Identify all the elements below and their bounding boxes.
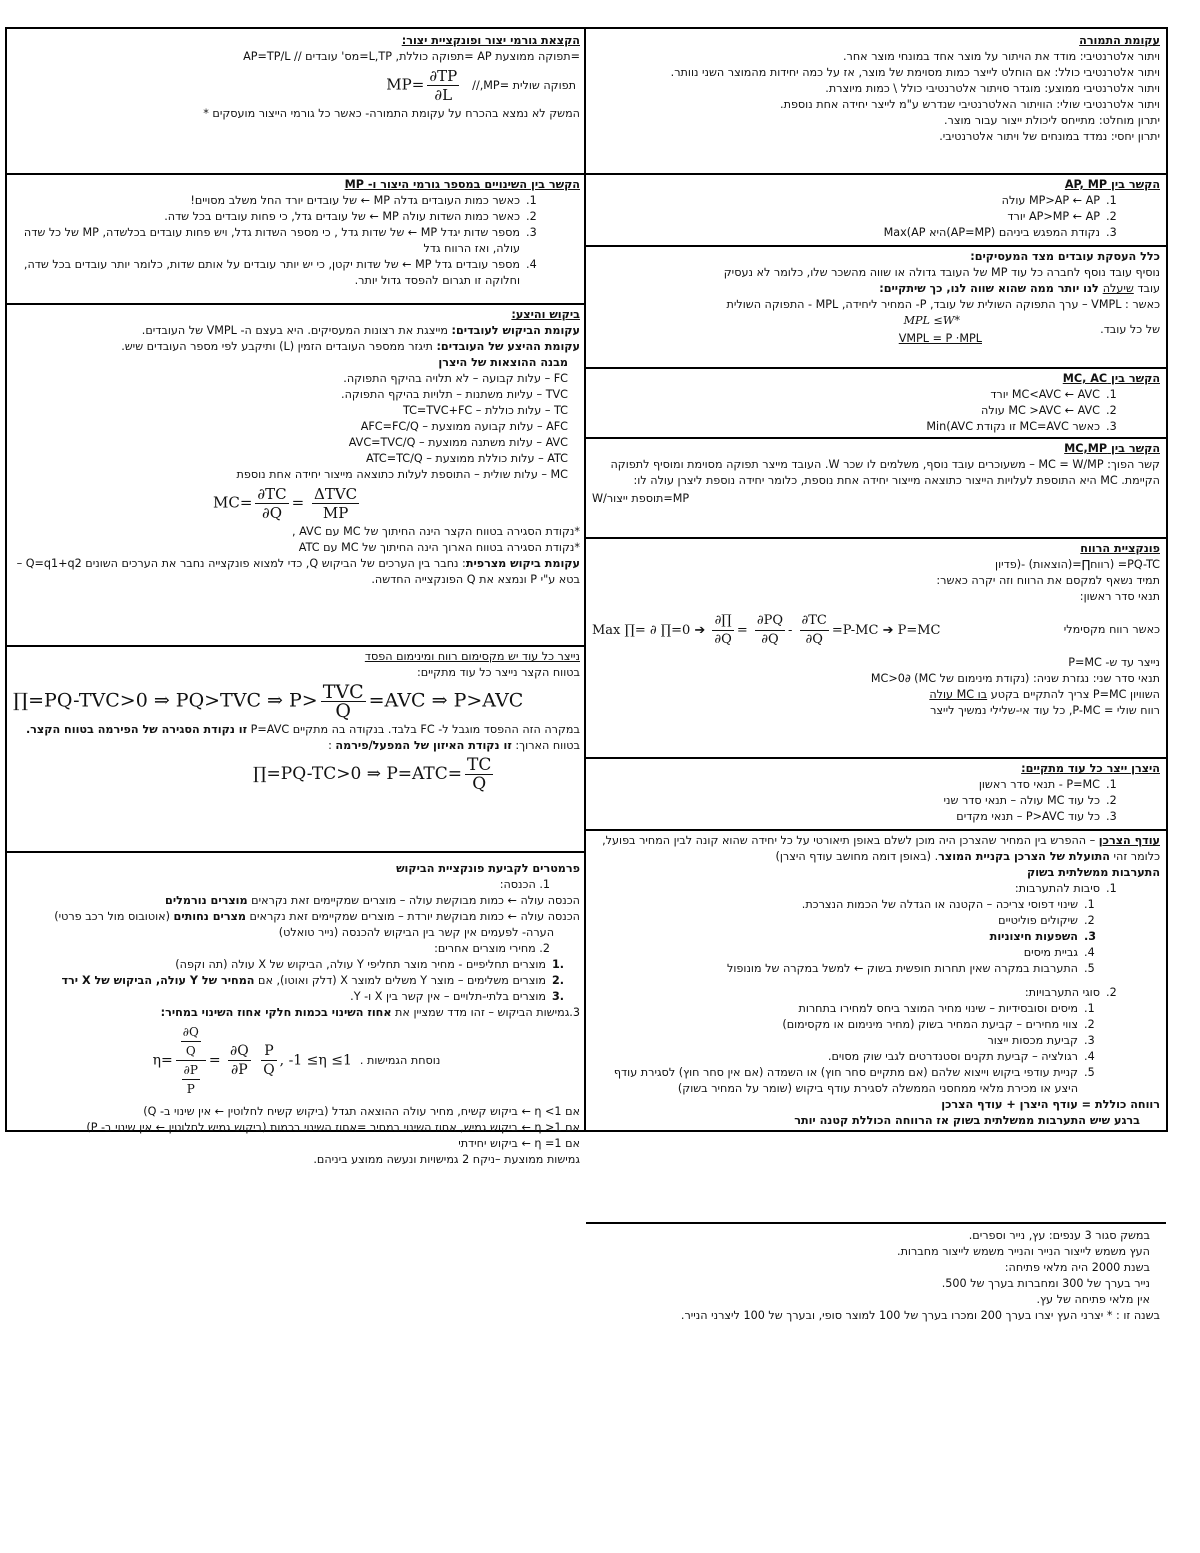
- list-item: 2. כל עוד MC עולה – תנאי סדר שני: [943, 794, 1117, 807]
- text-line: אם η >1 ← ביקוש גמיש, אחוז השינוי במחיר =אחוז השינוי בכמות (ביקוש גמיש לחלוטין ← אין שינוי ב- P): [86, 1121, 580, 1134]
- cheat-sheet: [5, 27, 1168, 1322]
- text-line: יתרון מוחלט: מתייחס ליכולת ייצור עבור מוצר.: [944, 114, 1160, 127]
- list-item: 3. קביעת מכסות ייצור: [987, 1034, 1095, 1047]
- text-line: תפוקה שולית =MP,//: [472, 78, 576, 92]
- mp-formula: MP= $\frac{\partial TP}{\partial L}$: [386, 67, 458, 104]
- left-column: [7, 29, 586, 1166]
- text-line: בטווח הארוך: זו נקודת האיזון של המפעל/פירמה :: [328, 739, 580, 752]
- mc-mp-box: [586, 439, 1166, 539]
- profit-max-formula: Max ∏= ∂ ∏=0 ➔ $\frac{\partial\prod}{\partial Q}$ = $\frac{\partial PQ}{\partial Q}$ - $\frac{\partial TC}{\partial Q}$ =P-MC ➔ P=MC: [592, 612, 941, 647]
- list-item: 3. נקודת המפגש ביניהם (AP=MP)היא Max(AP: [883, 226, 1117, 239]
- section-title: הקשר בין MC, AC: [1062, 372, 1160, 385]
- formula: MPL ≤W*: [903, 314, 960, 327]
- formula: W/תוספת ייצור=MP: [592, 492, 690, 505]
- text-line: עקומת ביקוש מצרפית: נחבר בין הערכים של הביקוש Q, כדי למצוא פונקצייה נחבר את הערכים השונים Q=q1+q2 –בטא ע"י P ונמצא את Q הפונקצייה החדשה.: [16, 557, 580, 586]
- text-line: הערה- לפעמים אין קשר בין הביקוש להכנסה (נייר טואלט): [278, 926, 554, 939]
- list-item: 3. השפעות חיצוניות: [989, 930, 1097, 943]
- list-item: MC – עלות שולית – התוספת לעלות כתוצאה מייצור יחידה אחת נוספת: [236, 468, 568, 481]
- text-line: תמיד נשאף למקסם את הרווח וזה יקרה כאשר:: [936, 574, 1160, 587]
- text-line: נוסיף עובד נוסף לחברה כל עוד MP של העובד גדולה או שווה מהשכר שלו, כלומר לא נעסיק: [723, 266, 1160, 279]
- list-item: 1. P=MC - תנאי סדר ראשון: [978, 778, 1117, 791]
- list-item: 4. גביית מיסים: [1023, 946, 1095, 959]
- text-line: =תפוקה ממוצעת AP =תפוקה כוללת, L,TP=מס' עובדים // AP=TP/L: [243, 50, 580, 63]
- section-title: הקשר בין AP, MP: [1064, 178, 1160, 191]
- text-paragraph: עודף הצרכן – ההפרש בין המחיר שהצרכן היה מוכן לשלם באופן תיאורטי על כל יחידה שהוא קונה לבין המחיר בפועל, כלומר זהי התועלת של הצרכן בקניית המוצר. (באופן דומה מחושב עודף היצרן): [602, 834, 1160, 863]
- text-line: רווחה כוללת = עודף היצרן + עודף הצרכן: [941, 1098, 1160, 1111]
- text-line: עובד שיעלה לנו יותר ממה שהוא שווה לנו, כך שיתקיים:: [879, 282, 1160, 295]
- text-line: אין מלאי פתיחה של עץ.: [1036, 1293, 1150, 1306]
- list-item: .2 מוצרים משלימים – מוצר Y משלים למוצר X (דלק ואוטו), אם המחיר של Y עולה, הביקוש של X ירד: [61, 974, 565, 987]
- text-line: נוסחת הגמישות .: [359, 1053, 441, 1067]
- right-column: [584, 29, 1166, 1322]
- list-item: 2. סוגי התערבויות:: [1024, 986, 1117, 999]
- section-title: עקומת התמורה: [1079, 34, 1160, 47]
- text-line: 2. מחירי מוצרים אחרים:: [434, 942, 550, 955]
- list-item: 1. MC<AVC ← AVC יורד: [990, 388, 1117, 401]
- opportunity-curve-box: [586, 29, 1166, 175]
- text-line: תנאי סדר ראשון:: [1079, 590, 1160, 603]
- mc-ac-box: [586, 369, 1166, 439]
- text-line: עקומת ההיצע של העובדים: תיגזר ממספר העובדים הזמין (L) ותיקבע לפי מספר העובדים שיש.: [121, 340, 580, 353]
- text-paragraph: קשר הפוך: MC = W/MP – משעוכרים עובד נוסף, משלמים לו שכר W. העובד מייצר תפוקה מסוימת ומוסיף לתפוקה הקיימת. MC היא התוספת לעלויות הייצור כתוצאה מייצור יחידה אחת נוספת, כלומר יחידה נוספת ליצרן עולה לו:: [610, 458, 1160, 487]
- text-line: בטווח הקצר נייצר כל עוד מתקיים:: [416, 666, 580, 679]
- list-item: 2. MC >AVC ← AVC עולה: [981, 404, 1117, 417]
- list-item: 1. שינוי דפוסי צריכה – הקטנה או הגדלה של הכמות הנצרכת.: [801, 898, 1095, 911]
- ap-mp-box: [586, 175, 1166, 247]
- profit-function-box: [586, 539, 1166, 759]
- text-line: בשנת 2000 היה מלאי פתיחה:: [1004, 1261, 1150, 1274]
- text-line: כאשר רווח מקסימלי: [1063, 623, 1160, 636]
- factor-change-box: [7, 175, 586, 305]
- list-item: .3 מוצרים בלתי-תלויים – אין קשר בין X ו- Y.: [350, 990, 565, 1003]
- text-line: 3.גמישות הביקוש – זהו מדד שמציין את אחוז השינוי בכמות חלקי אחוז השינוי במחיר:: [160, 1006, 580, 1019]
- section-title: הקצאת גורמי יצור ופונקציית יצור:: [401, 34, 580, 47]
- text-line: במקרה הזה ההפסד מוגבל ל- FC בלבד. בנקודה בה מתקיים P=AVC זו נקודת הסגירה של הפירמה בטווח הקצר.: [25, 723, 580, 736]
- list-item: 1. MP>AP ← AP עולה: [1001, 194, 1117, 207]
- section-title: כלל העסקת עובדים מצד המעסיקים:: [970, 250, 1160, 263]
- text-line: *נקודת הסגירה בטווח הארוך הינה החיתוך של MC עם ATC: [298, 541, 580, 554]
- list-item: 2. כאשר כמות השדות עולה MP ← של עובדים גדל, כי פחות עובדים בכל שדה.: [164, 210, 537, 223]
- text-line: של כל עובד.: [1100, 323, 1160, 336]
- section-title: מבנה ההוצאות של היצרן: [438, 356, 568, 369]
- list-item: TVC – עליות משתנות – תלויות בהיקף התפוקה.: [341, 388, 568, 401]
- text-line: במשק סגור 3 ענפים: עץ, נייר וספרים.: [968, 1229, 1150, 1242]
- produce-condition-box: [586, 759, 1166, 831]
- section-title: פרמטרים לקביעת פונקציית הביקוש: [396, 862, 580, 875]
- text-line: ויתור אלטרנטיבי כולל: אם הוחלט לייצר כמות מסוימת של מוצר, אז על כמה יחידות מהמוצר השני נוותר.: [670, 66, 1160, 79]
- text-line: העץ משמש לייצור הנייר והנייר משמש לייצור מחברות.: [897, 1245, 1150, 1258]
- hiring-rule-box: [586, 247, 1166, 369]
- supply-demand-box: [7, 305, 586, 647]
- short-run-formula: ∏=PQ-TVC>0 ⇒ PQ>TVC ⇒ P> $\frac{\text{TVC}}{Q}$ =AVC ⇒ P>AVC: [13, 681, 524, 722]
- text-line: המשק לא נמצא בהכרח על עקומת התמורה- כאשר כל גורמי הייצור מועסקים *: [203, 107, 580, 120]
- section-title: ביקוש והיצע:: [511, 308, 580, 321]
- list-item: ATC – עלות כוללת ממוצעת – ATC=TC/Q: [365, 452, 568, 465]
- text-line: *נקודת הסגירה בטווח הקצר הינה החיתוך של MC עם AVC ,: [291, 525, 580, 538]
- section-title: נייצר כל עוד יש מקסימום רווח ומינימום הפסד: [364, 650, 580, 663]
- text-line: PQ-TC= (רווח∏=(הוצאות) -(פדיון: [995, 558, 1160, 571]
- list-item: FC – עלות קבועה – לא תלויה בהיקף התפוקה.: [343, 372, 568, 385]
- text-line: ברגע שיש התערבות ממשלתית בשוק אז הרווחה הכוללת קטנה יותר: [794, 1114, 1140, 1127]
- text-line: ויתור אלטרנטיבי ממוצע: מוגדר סויתור אלטרנטיבי כולל \ כמות מיוצרת.: [825, 82, 1160, 95]
- text-line: בשנה זו : * יצרני העץ יצרו בערך 200 ומכרו בערך של 100 למוצר סופי, ובערך של 100 ליצרני הנייר.: [680, 1309, 1160, 1322]
- formula: VMPL = P ·MPL: [898, 332, 982, 345]
- list-item: 3. מספר שדות יגדל MP ← של שדות גדל , כי מספר השדות גדל, ויש פחות עובדים בכלשדה, MP של כל שדה עולה, ואז הרווח גדל: [23, 226, 537, 255]
- section-title: היצרן ייצר כל עוד מתקיים:: [1021, 762, 1160, 775]
- text-line: גמישות ממוצעת –ניקח 2 גמישויות ונעשה ממוצע ביניהם.: [313, 1153, 580, 1166]
- text-line: נייר בערך של 300 ומחברות בערך של 500.: [941, 1277, 1150, 1290]
- list-item: 2. AP>MP ← AP יורד: [1007, 210, 1117, 223]
- list-item: 1. סיבות להתערבות:: [1014, 882, 1117, 895]
- text-line: נייצר עד ש- P=MC: [1068, 656, 1160, 669]
- list-item: 4. מספר עובדים גדל MP ← של שדות יקטן, כי יש יותר עובדים על אותם שדות, כלומר יותר עובדים בכל שדה, וחלוקה זו תגרום להפסד גדול יותר.: [23, 258, 537, 287]
- list-item: 3. כאשר MC=AVC זו נקודת Min(AVC: [926, 420, 1117, 433]
- text-line: הכנסה עולה ← כמות מבוקשת עולה – מוצרים שמקיימים זאת נקראים מוצרים נורמלים: [165, 894, 580, 907]
- shutdown-box: [7, 647, 586, 853]
- text-line: רווח שולי = P-MC, כל עוד אי-שלילי נמשיך לייצר: [930, 704, 1160, 717]
- list-item: 2. שיקולים פוליטיים: [998, 914, 1095, 927]
- surplus-intervention-box: [586, 831, 1166, 1224]
- list-item: 4. רגולציה – קביעת תקנים וסטנדרטים לגבי שוק מסוים.: [827, 1050, 1095, 1063]
- list-item: 2. צווי מחירים – קביעת המחיר בשוק (מחיר מינימום או מקסימום): [782, 1018, 1095, 1031]
- list-item: 1. כאשר כמות העובדים גדלה MP ← של עובדים יורד החל משלב מסויים!: [190, 194, 537, 207]
- section-title: התערבות ממשלתית בשוק: [1026, 866, 1160, 879]
- section-title: פונקציית הרווח: [1080, 542, 1160, 555]
- text-line: ויתור אלטרנטיבי: מודד את הויתור על מוצר אחד במונחי מוצר אחר.: [843, 50, 1160, 63]
- demand-params-box: [7, 853, 586, 1166]
- mc-formula: MC= $\frac{\partial TC}{\partial Q}$ = $\frac{\text{ΔTVC}}{MP}$: [213, 485, 358, 522]
- list-item: AVC – עלות משתנה ממוצעת – AVC=TVC/Q: [348, 436, 568, 449]
- text-line: ויתור אלטרנטיבי שולי: הוויתור האלטרנטיבי שנדרש ע"מ לייצר יחידה אחת נוספת.: [780, 98, 1160, 111]
- list-item: TC – עלות כוללת – TC=TVC+FC: [402, 404, 568, 417]
- text-line: עקומת הביקוש לעובדים: מייצגת את רצונות המעסיקים. היא בעצם ה- VMPL של העובדים.: [141, 324, 580, 337]
- text-line: תנאי סדר שני: נגזרת שניה: (נקודת מינימום של MC) ∂MC>0: [870, 672, 1160, 685]
- text-line: הכנסה עולה ← כמות מבוקשת יורדת – מוצרים שמקיימים זאת נקראים מצרים נחותים (אוטובוס מול רכב פרטי): [54, 910, 580, 923]
- text-line: אם η <1 ← ביקוש קשיח, מחיר עולה ההוצאה תגדל (ביקוש קשיח לחלוטין ← אין שינוי ב- Q): [143, 1105, 580, 1118]
- example-box: [586, 1224, 1166, 1322]
- section-title: הקשר בין השינויים במספר גורמי היצור ו- MP: [344, 178, 580, 191]
- text-line: אם η =1 ← ביקוש יחידתי: [458, 1137, 580, 1150]
- text-line: כאשר : VMPL – ערך התפוקה השולית של עובד, P- המחיר ליחידה, MPL - התפוקה השולית: [726, 298, 1160, 311]
- list-item: 3. כל עוד P>AVC – תנאי מקדים: [956, 810, 1117, 823]
- text-line: יתרון יחסי: נמדד במונחים של ויתור אלטרנטיבי.: [939, 130, 1160, 143]
- list-item: AFC – עלות קבועה ממוצעת – AFC=FC/Q: [360, 420, 568, 433]
- elasticity-formula: η= $\frac{\frac{\partial Q}{Q}}{\frac{\partial P}{P}}$ = $\frac{\partial Q}{\partial P}$ $\frac{P}{Q}$ , -1 ≤η ≤1: [152, 1025, 352, 1096]
- text-line: 1. הכנסה:: [499, 878, 550, 891]
- list-item: .1 מוצרים תחליפיים - מחיר מוצר תחליפי Y עולה, הביקוש של X עולה (תה וקפה): [175, 958, 565, 971]
- list-item: 5. קניית עודפי ביקוש וייצוא שלהם (אם מתקיים סחר חוץ) או השמדה (אם אין סחר חוץ) לסגירת עודף היצע או מכירת מלאי ממחסני הממשלה לסגירת עודף ביקוש (שומר על המחיר בשוק): [613, 1066, 1095, 1095]
- text-line: השוויון P=MC צריך להתקיים בקטע בו MC עולה: [929, 688, 1160, 701]
- section-title: הקשר בין MC,MP: [1064, 442, 1160, 455]
- list-item: 1. מיסים וסובסידיות – שינוי מחיר המוצר ביחס למחירו בתחרות: [798, 1002, 1095, 1015]
- production-function-box: [7, 29, 586, 175]
- list-item: 5. התערבות במקרה שאין תחרות חופשית בשוק ← למשל במקרה של מונופול: [727, 962, 1095, 975]
- long-run-formula: ∏=PQ-TC>0 ⇒ P=ATC= $\frac{TC}{Q}$: [253, 755, 492, 794]
